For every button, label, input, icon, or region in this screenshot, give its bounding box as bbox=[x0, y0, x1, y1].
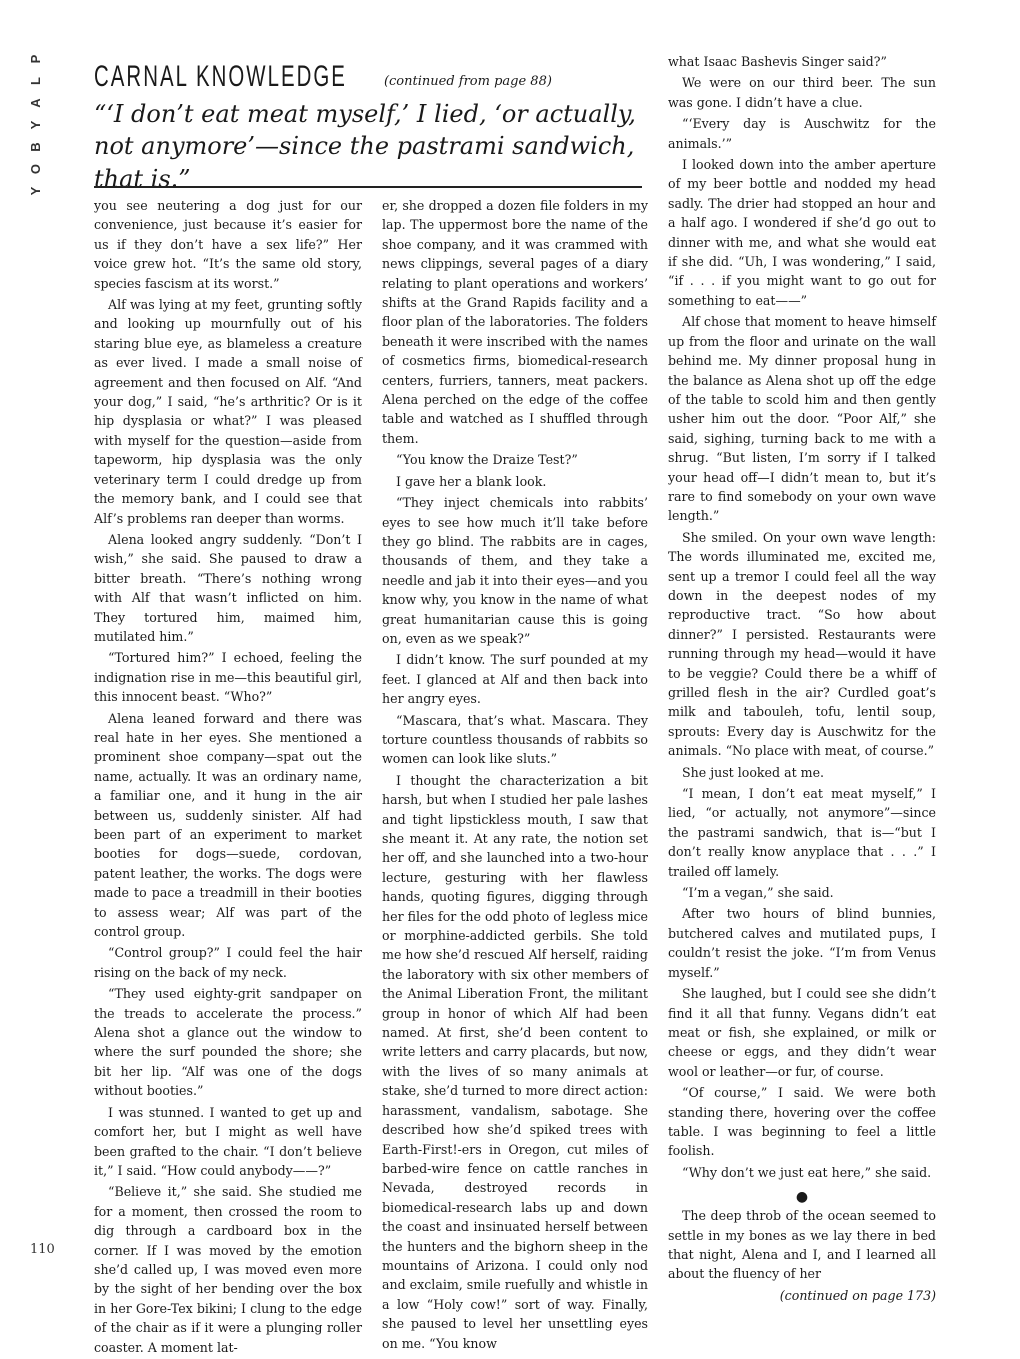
magazine-letter: Y bbox=[28, 186, 43, 196]
section-header bbox=[94, 52, 644, 92]
paragraph: The deep throb of the ocean seemed to settle in my bones as we lay there in bed that night, Alena and I, and I learned all about the fluency of her bbox=[668, 1208, 936, 1282]
paragraph: “Tortured him?” I echoed, feeling the indignation rise in me—this beautiful girl, this innocent beast. “Who?” bbox=[94, 650, 362, 705]
paragraph: Alena looked angry suddenly. “Don’t I wish,” she said. She paused to draw a bitter breath. “There’s nothing wrong with Alf that wasn’t inflicted on him. They tortured him, maimed him, mutilated him.” bbox=[94, 531, 362, 644]
magazine-letter: Y bbox=[28, 120, 43, 130]
column-1 bbox=[94, 196, 362, 1359]
magazine-name-vertical bbox=[30, 48, 50, 202]
magazine-letter: L bbox=[28, 77, 43, 85]
pull-quote-rule bbox=[94, 186, 642, 188]
page-number: 110 bbox=[30, 1242, 55, 1257]
continued-from-note: (continued from page 88) bbox=[383, 74, 552, 89]
section-title: CARNAL KNOWLEDGE bbox=[94, 60, 347, 93]
magazine-letter: O bbox=[28, 163, 43, 175]
paragraph: I didn’t know. The surf pounded at my feet. I glanced at Alf and then back into her angry eyes. bbox=[382, 652, 648, 707]
column-3 bbox=[668, 52, 936, 1305]
paragraph: I looked down into the amber aperture of my beer bottle and nodded my head sadly. The drier had stopped an hour and a half ago. I wondered if she’d go out to dinner with me, and what she would eat if she did. “Uh, I was wondering,” I said, “if . . . if you might want to go out for something to eat——” bbox=[668, 157, 936, 308]
paragraph: She smiled. On your own wave length: The words illuminated me, excited me, sent up a tremor I could feel all the way down in the deepest nodes of my reproductive tract. “So how about dinner?” I persisted. Restaurants were running through my head—would it have to be veggie? Could there be a whiff of grilled flesh in the air? Curdled goat’s milk and tabouleh, tofu, lentil soup, sprouts: Every day is Auschwitz for the animals. “No place with meat, of course.” bbox=[668, 529, 936, 759]
continued-on-note: (continued on page 173) bbox=[779, 1287, 936, 1303]
paragraph: what Isaac Bashevis Singer said?” bbox=[668, 54, 887, 69]
paragraph: “You know the Draize Test?” bbox=[396, 452, 578, 468]
magazine-letter: B bbox=[28, 142, 43, 152]
magazine-letter: A bbox=[28, 98, 43, 108]
paragraph: “They inject chemicals into rabbits’ eyes to see how much it’ll take before they go blind. The rabbits are in cages, thousands of them, and they take a needle and jab it into their eyes—and you know why, you know in the name of what great humanitarian cause this is going on, even as we speak?” bbox=[382, 495, 648, 646]
paragraph: She just looked at me. bbox=[682, 764, 825, 780]
paragraph: After two hours of blind bunnies, butchered calves and mutilated pups, I couldn’t resist the joke. “I’m from Venus myself.” bbox=[668, 906, 936, 980]
paragraph: We were on our third beer. The sun was gone. I didn’t have a clue. bbox=[668, 75, 936, 110]
paragraph: “Why don’t we just eat here,” she said. bbox=[682, 1164, 932, 1180]
paragraph: Alf was lying at my feet, grunting softly and looking up mournfully out of his staring blue eye, as blameless a creature as ever lived. I made a small noise of agreement and then focused on Alf. “And your dog,” I said, “he’s arthritic? Or is it hip dysplasia or what?” I was pleased with myself for the question—aside from tapeworm, hip dysplasia was the only veterinary term I could dredge up from the memory bank, and I could see that Alf’s problems ran deeper than worms. bbox=[94, 297, 362, 526]
paragraph: Alena leaned forward and there was real hate in her eyes. She mentioned a prominent shoe company—spat out the name, actually. It was an ordinary name, a familiar one, and it hung in the air between us, suddenly sinister. Alf had been part of an experiment to market booties for dogs—suede, cordovan, patent leather, the works. The dogs were made to pace a treadmill in their booties to assess wear; Alf was part of the control group. bbox=[94, 710, 362, 940]
paragraph: “They used eighty-grit sandpaper on the treads to accelerate the process.” Alena shot a glance out the window to where the surf pounded the shore; she bit her lip. “Alf was one of the dogs without booties.” bbox=[94, 986, 362, 1099]
magazine-letter: P bbox=[28, 54, 43, 64]
paragraph: “Believe it,” she said. She studied me for a moment, then crossed the room to dig through a cardboard box in the corner. If I was moved by the emotion she’d called up, I was moved even more by the sight of her bending over the box in her Gore-Tex bikini; I clung to the edge of the chair as if it were a plunging roller coaster. A moment lat- bbox=[94, 1184, 362, 1355]
section-break-bullet: ● bbox=[795, 1189, 809, 1206]
paragraph: you see neutering a dog just for our convenience, just because it’s easier for us if they don’t have a sex life?” Her voice grew hot. “It’s the same old story, species fascism at its worst.” bbox=[94, 198, 362, 291]
paragraph: “I’m a vegan,” she said. bbox=[682, 885, 834, 901]
paragraph: “Of course,” I said. We were both standing there, hovering over the coffee table. I was beginning to feel a little foolish. bbox=[668, 1085, 936, 1159]
column-2 bbox=[382, 196, 648, 1355]
paragraph: “I mean, I don’t eat meat myself,” I lied, “or actually, not anymore”—since the pastrami sandwich, that is—“but I don’t really know anyplace that . . .” I trailed off lamely. bbox=[668, 786, 936, 879]
paragraph: I was stunned. I wanted to get up and comfort her, but I might as well have been grafted to the chair. “I don’t believe it,” I said. “How could anybody——?” bbox=[94, 1104, 362, 1178]
paragraph: I gave her a blank look. bbox=[396, 473, 547, 489]
paragraph: “Mascara, that’s what. Mascara. They torture countless thousands of rabbits so women can look like sluts.” bbox=[382, 712, 648, 767]
paragraph: I thought the characterization a bit harsh, but when I studied her pale lashes and tight lipstickless mouth, I saw that she meant it. At any rate, the notion set her off, and she launched into a two-hour lecture, gesturing with her flawless hands, quoting figures, digging through her files for the odd photo of legless mice or morphine-addicted gerbils. She told me how she’d rescued Alf herself, raiding the laboratory with six other members of the Animal Liberation Front, the militant group in honor of which Alf had been named. At first, she’d been content to write letters and carry placards, but now, with the lives of so many animals at stake, she’d turned to more direct action: harassment, vandalism, sabotage. She described how she’d spiked trees with Earth-First!-ers in Oregon, cut miles of barbed-wire fence on cattle ranches in Nevada, destroyed records in biomedical-research labs up and down the coast and insinuated herself between the hunters and the bighorn sheep in the mountains of Arizona. I could only nod and exclaim, smile ruefully and whistle in a low “Holy cow!” sort of way. Finally, she paused to level her unsettling eyes on me. “You know bbox=[382, 772, 648, 1351]
paragraph: “‘Every day is Auschwitz for the animals.’” bbox=[668, 116, 936, 151]
pull-quote: “‘I don’t eat meat myself,’ I lied, ‘or actually, not anymore’—since the pastrami sandwich, that is.” bbox=[94, 100, 636, 193]
paragraph: er, she dropped a dozen file folders in my lap. The uppermost bore the name of the shoe company, and it was crammed with news clippings, several pages of a diary relating to plant operations and workers’ shifts at the Grand Rapids facility and a floor plan of the laboratories. The folders beneath it were inscribed with the names of cosmetics firms, biomedical-research centers, furriers, tanners, meat packers. Alena perched on the edge of the coffee table and watched as I shuffled through them. bbox=[382, 198, 648, 446]
paragraph: “Control group?” I could feel the hair rising on the back of my neck. bbox=[94, 945, 362, 980]
paragraph: Alf chose that moment to heave himself up from the floor and urinate on the wall behind me. My dinner proposal hung in the balance as Alena shot up off the edge of the table to scold him and then gently usher him out the door. “Poor Alf,” she said, sighing, turning back to me with a shrug. “But listen, I’m sorry if I talked your head off—I didn’t mean to, but it’s rare to find somebody on your own wave length.” bbox=[668, 314, 936, 524]
paragraph: She laughed, but I could see she didn’t find it all that funny. Vegans didn’t eat meat or fish, she explained, or milk or cheese or eggs, and they didn’t wear wool or leather—or fur, of course. bbox=[668, 986, 936, 1079]
